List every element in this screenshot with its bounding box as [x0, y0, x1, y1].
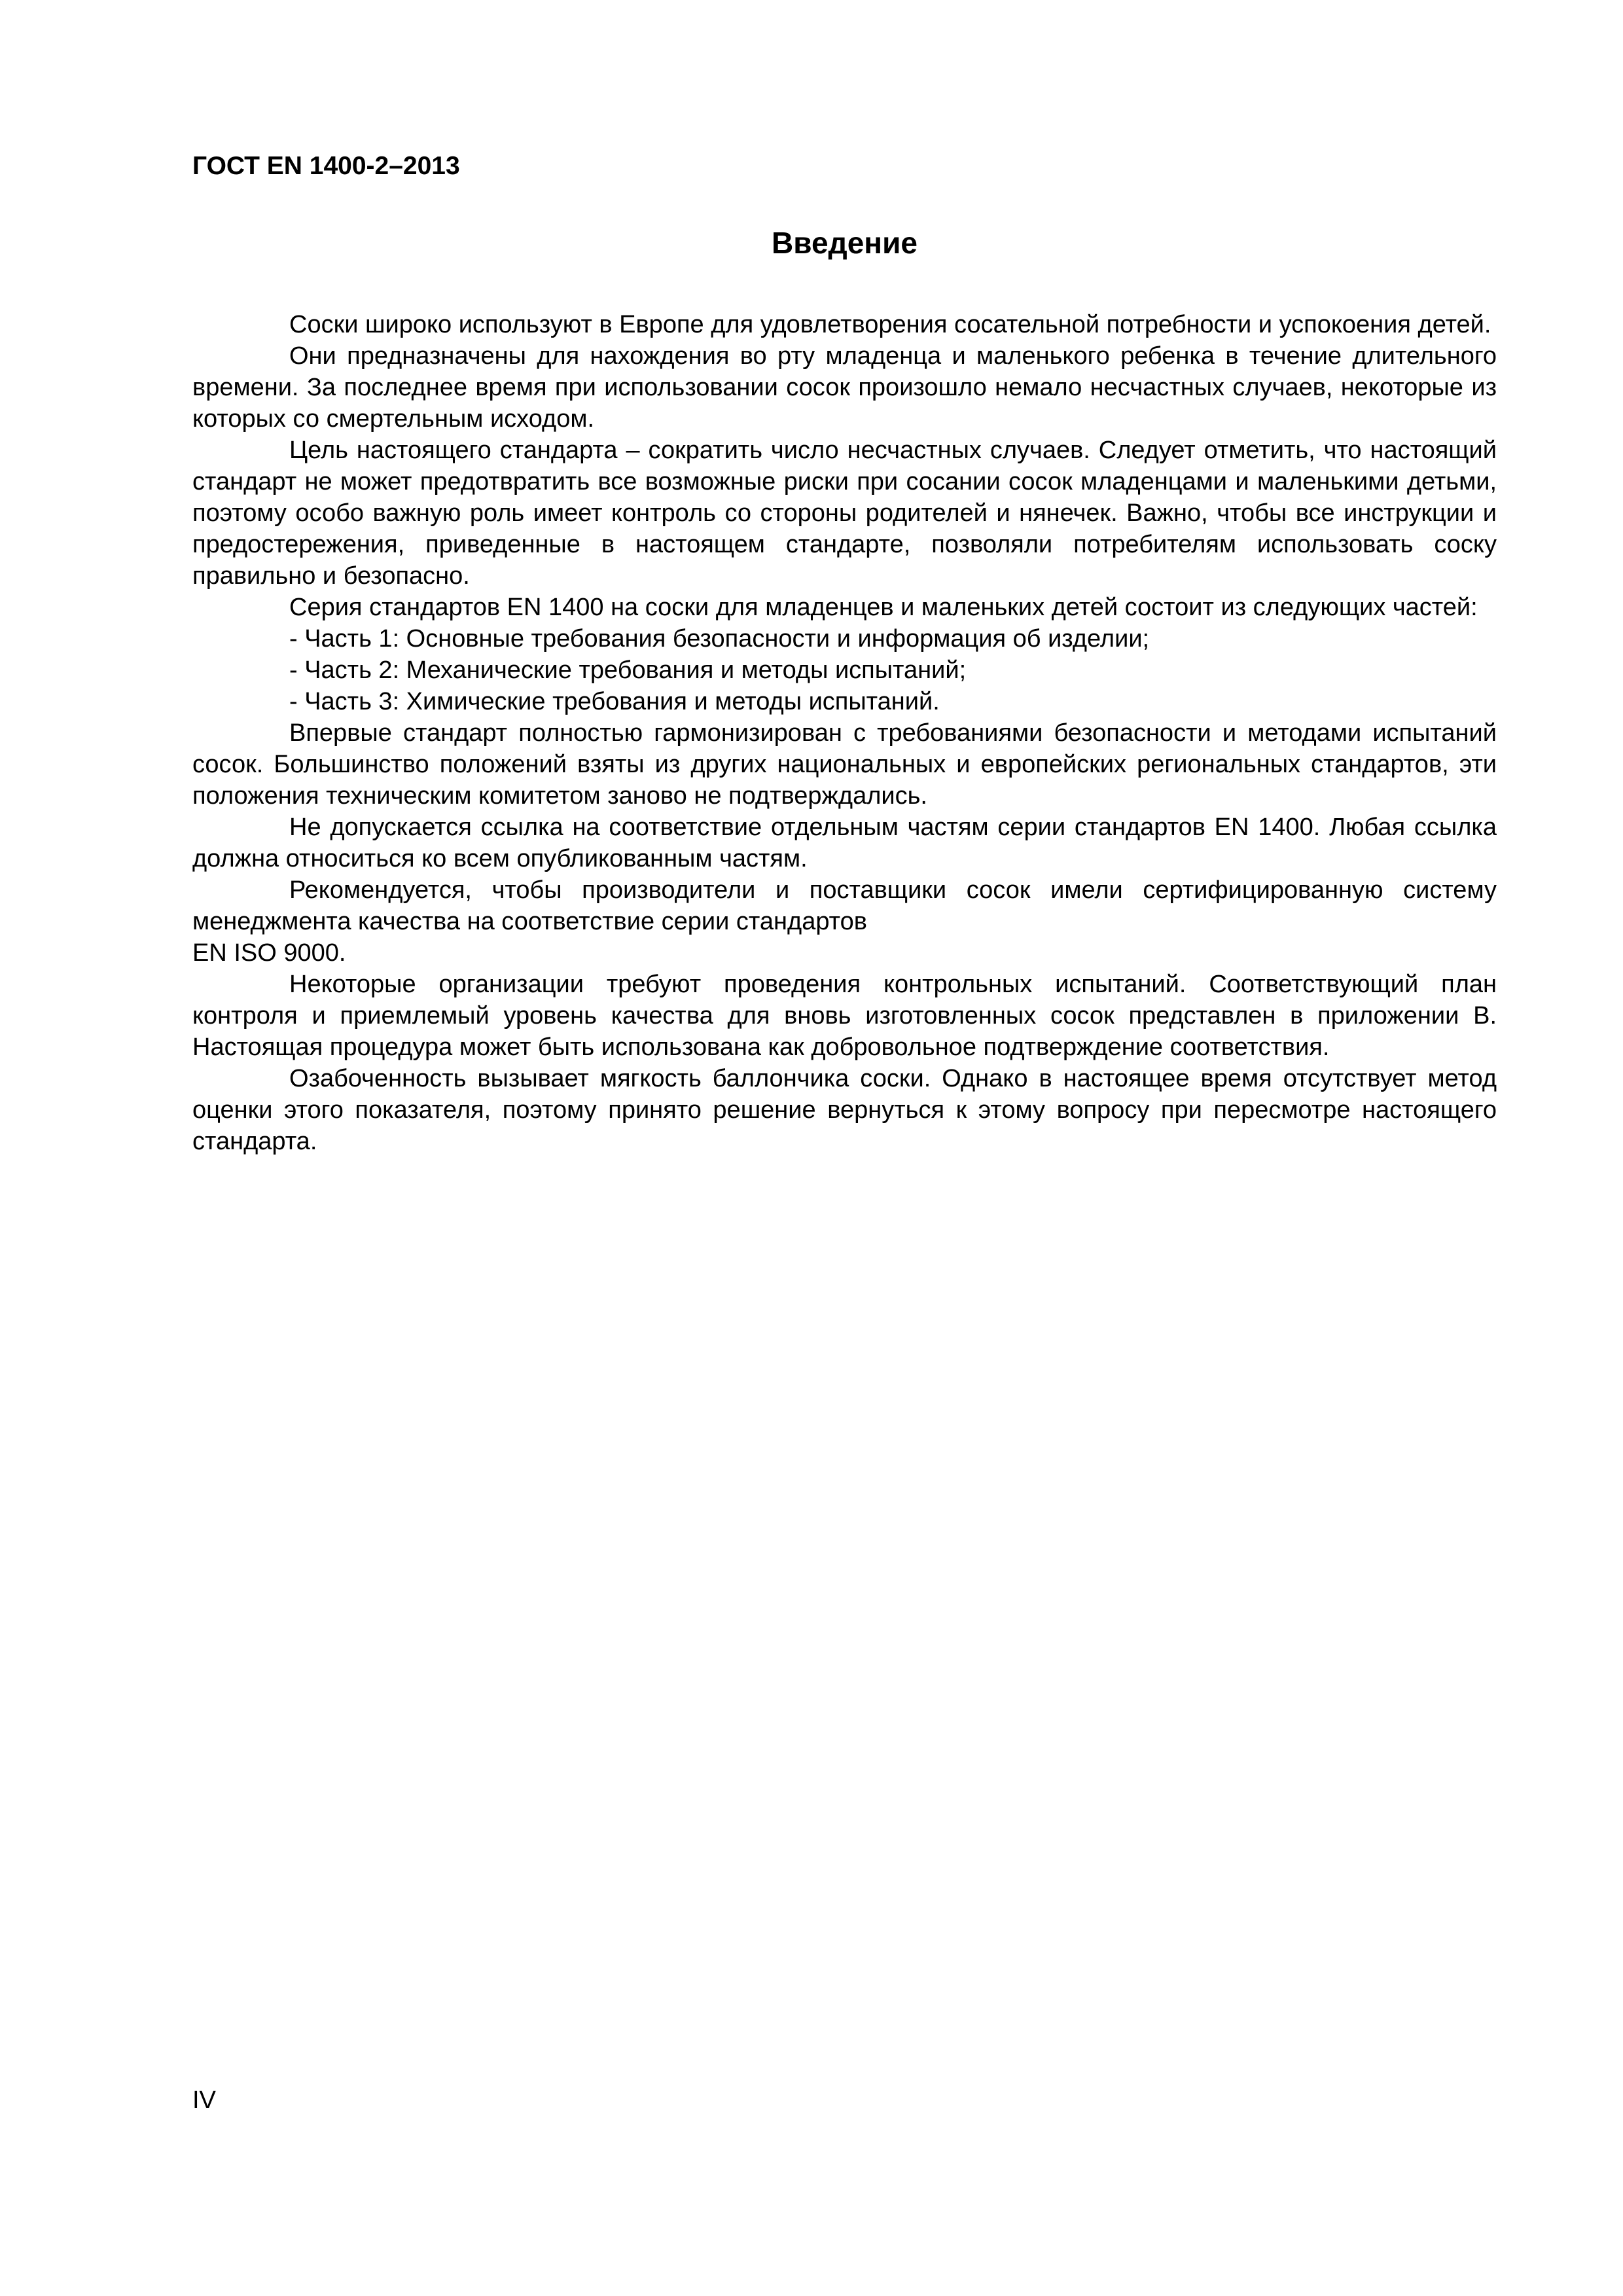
section-heading: Введение: [772, 226, 918, 260]
paragraph: Не допускается ссылка на соответствие отдельным частям серии стандартов EN 1400. Любая ссылка должна относиться ко всем опубликованным частям.: [192, 814, 1497, 872]
paragraph: Цель настоящего стандарта – сократить число несчастных случаев. Следует отметить, что настоящий стандарт не может предотвратить все возможные риски при сосании сосок младенцами и маленькими детьми, поэтому особо важную роль имеет контроль со стороны родителей и нянечек. Важно, чтобы все инструкции и предостережения, приведенные в настоящем стандарте, позволяли потребителям использовать соску правильно и безопасно.: [192, 437, 1497, 590]
page-number: IV: [192, 2087, 216, 2114]
list-item: - Часть 1: Основные требования безопасности и информация об изделии;: [289, 625, 1150, 653]
paragraph: Соски широко используют в Европе для удовлетворения сосательной потребности и успокоения детей.: [289, 311, 1491, 338]
paragraph: Они предназначены для нахождения во рту младенца и маленького ребенка в течение длительного времени. За последнее время при использовании сосок произошло немало несчастных случаев, некоторые из которых со смертельным исходом.: [192, 342, 1497, 433]
paragraph-continuation: EN ISO 9000.: [192, 939, 346, 967]
document-code: ГОСТ EN 1400-2–2013: [192, 152, 460, 180]
body-text: [192, 309, 1497, 1157]
paragraph: Серия стандартов EN 1400 на соски для младенцев и маленьких детей состоит из следующих частей:: [289, 594, 1478, 621]
paragraph: Впервые стандарт полностью гармонизирован с требованиями безопасности и методами испытаний сосок. Большинство положений взяты из других национальных и европейских региональных стандартов, эти положения техническим комитетом заново не подтверждались.: [192, 719, 1497, 810]
list-item: - Часть 2: Механические требования и методы испытаний;: [289, 656, 967, 684]
paragraph: Озабоченность вызывает мягкость баллончика соски. Однако в настоящее время отсутствует метод оценки этого показателя, поэтому принято решение вернуться к этому вопросу при пересмотре настоящего стандарта.: [192, 1065, 1497, 1155]
list-item: - Часть 3: Химические требования и методы испытаний.: [289, 688, 940, 715]
paragraph: Рекомендуется, чтобы производители и поставщики сосок имели сертифицированную систему менеджмента качества на соответствие серии стандартов: [192, 876, 1497, 935]
paragraph: Некоторые организации требуют проведения контрольных испытаний. Соответствующий план контроля и приемлемый уровень качества для вновь изготовленных сосок представлен в приложении В. Настоящая процедура может быть использована как добровольное подтверждение соответствия.: [192, 971, 1497, 1061]
